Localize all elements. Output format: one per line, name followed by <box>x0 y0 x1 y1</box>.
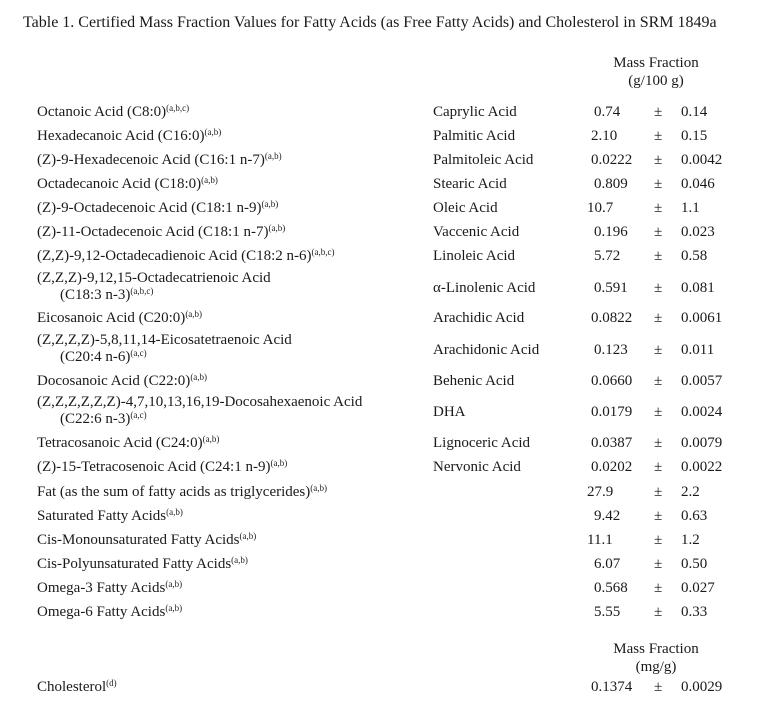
plus-minus-sign: ± <box>654 200 663 216</box>
footnote-ref: (a,b) <box>165 603 183 613</box>
compound-name-continuation: (C22:6 n-3)$^{(a,c)}$ <box>60 410 147 427</box>
mass-fraction-value: 5.55 <box>594 604 621 620</box>
uncertainty-value: 0.027 <box>681 580 715 596</box>
footnote-ref: (a,b) <box>165 579 183 589</box>
footnote-ref: (a,b) <box>185 309 203 319</box>
mass-fraction-value: 0.809 <box>594 176 628 192</box>
plus-minus-sign: ± <box>654 342 663 358</box>
mass-fraction-value: 0.0222 <box>591 152 633 168</box>
plus-minus-sign: ± <box>654 104 663 120</box>
mass-fraction-value: 0.1374 <box>591 679 633 695</box>
mass-fraction-value: 0.74 <box>594 104 621 120</box>
mass-fraction-value: 0.123 <box>594 342 628 358</box>
uncertainty-value: 0.50 <box>681 556 708 572</box>
footnote-ref: (a,b) <box>204 127 222 137</box>
compound-name: (Z)-15-Tetracosenoic Acid (C24:1 n-9)$^{(a,b)}$ <box>37 458 288 475</box>
footnote-ref: (a,b) <box>264 151 282 161</box>
footnote-ref: (a,b) <box>166 507 183 517</box>
header-label: Mass Fraction <box>613 55 699 71</box>
table-caption: Table 1. Certified Mass Fraction Values for Fatty Acids (as Free Fatty Acids) and Cholesterol in SRM 1849a <box>23 14 717 31</box>
footnote-ref: (a,b,c) <box>311 247 335 257</box>
common-name: Palmitoleic Acid <box>433 152 534 168</box>
common-name: Lignoceric Acid <box>433 435 531 451</box>
header-label: Mass Fraction <box>613 641 699 657</box>
mass-fraction-value: 9.42 <box>594 508 621 524</box>
plus-minus-sign: ± <box>654 248 663 264</box>
uncertainty-value: 0.0061 <box>681 310 723 326</box>
compound-name: Tetracosanoic Acid (C24:0)$^{(a,b)}$ <box>37 434 220 451</box>
compound-name: Cis-Monounsaturated Fatty Acids$^{(a,b)}$ <box>37 531 257 548</box>
uncertainty-value: 0.14 <box>681 104 708 120</box>
mass-fraction-header-g100g <box>596 54 716 90</box>
footnote-ref: (a,b) <box>202 434 220 444</box>
common-name: Stearic Acid <box>433 176 507 192</box>
compound-name: (Z,Z,Z,Z)-5,8,11,14-Eicosatetraenoic Acid (C20:4 n-6)$^{(a,c)}$ <box>37 332 292 365</box>
uncertainty-value: 0.0042 <box>681 152 723 168</box>
common-name: Linoleic Acid <box>433 248 516 264</box>
footnote-ref: (a,b,c) <box>166 103 190 113</box>
uncertainty-value: 0.011 <box>681 342 715 358</box>
footnote-ref: (a,b) <box>310 483 328 493</box>
plus-minus-sign: ± <box>654 373 663 389</box>
compound-name-continuation: (C18:3 n-3)$^{(a,b,c)}$ <box>60 286 154 303</box>
mass-fraction-value: 0.568 <box>594 580 628 596</box>
uncertainty-value: 0.0022 <box>681 459 723 475</box>
mass-fraction-value: 0.0387 <box>591 435 633 451</box>
common-name: Nervonic Acid <box>433 459 521 475</box>
plus-minus-sign: ± <box>654 176 663 192</box>
footnote-ref: (a,b) <box>270 458 288 468</box>
common-name: Arachidonic Acid <box>433 342 540 358</box>
footnote-ref: (a,b) <box>231 555 248 565</box>
compound-name: Cis-Polyunsaturated Fatty Acids$^{(a,b)}$ <box>37 555 248 572</box>
compound-name: (Z)-11-Octadecenoic Acid (C18:1 n-7)$^{(a,b)}$ <box>37 223 286 240</box>
footnote-ref: (a,b) <box>268 223 286 233</box>
common-name: α-Linolenic Acid <box>433 280 536 296</box>
compound-name: (Z)-9-Octadecenoic Acid (C18:1 n-9)$^{(a,b)}$ <box>37 199 279 216</box>
plus-minus-sign: ± <box>654 532 663 548</box>
mass-fraction-value: 0.0202 <box>591 459 633 475</box>
common-name: Arachidic Acid <box>433 310 525 326</box>
compound-name-continuation: (C20:4 n-6)$^{(a,c)}$ <box>60 348 147 365</box>
uncertainty-value: 1.1 <box>681 200 700 216</box>
uncertainty-value: 0.63 <box>681 508 708 524</box>
compound-name: Omega-6 Fatty Acids$^{(a,b)}$ <box>37 603 183 620</box>
uncertainty-value: 0.023 <box>681 224 715 240</box>
common-name: Oleic Acid <box>433 200 498 216</box>
uncertainty-value: 0.046 <box>681 176 715 192</box>
plus-minus-sign: ± <box>654 484 663 500</box>
footnote-ref: (a,b) <box>190 372 208 382</box>
compound-name: Cholesterol$^{(d)}$ <box>37 678 117 695</box>
uncertainty-value: 0.0029 <box>681 679 723 695</box>
mass-fraction-value: 27.9 <box>587 484 614 500</box>
uncertainty-value: 0.33 <box>681 604 708 620</box>
common-name: Vaccenic Acid <box>433 224 520 240</box>
header-unit: (mg/g) <box>635 659 677 675</box>
footnote-ref: (a,c) <box>130 348 147 358</box>
compound-name: (Z)-9-Hexadecenoic Acid (C16:1 n-7)$^{(a,b)}$ <box>37 151 282 168</box>
uncertainty-value: 0.0024 <box>681 404 723 420</box>
mass-fraction-value: 5.72 <box>594 248 621 264</box>
footnote-ref: (a,b,c) <box>130 286 154 296</box>
plus-minus-sign: ± <box>654 604 663 620</box>
mass-fraction-header-mgg <box>596 640 716 676</box>
mass-fraction-value: 0.591 <box>594 280 628 296</box>
common-name: Behenic Acid <box>433 373 515 389</box>
mass-fraction-value: 10.7 <box>587 200 614 216</box>
compound-name: Fat (as the sum of fatty acids as triglycerides)$^{(a,b)}$ <box>37 483 328 500</box>
common-name: DHA <box>433 404 466 420</box>
compound-name: (Z,Z,Z,Z,Z,Z)-4,7,10,13,16,19-Docosahexaenoic Acid (C22:6 n-3)$^{(a,c)}$ <box>37 394 363 427</box>
uncertainty-value: 0.0079 <box>681 435 723 451</box>
compound-name: Docosanoic Acid (C22:0)$^{(a,b)}$ <box>37 372 208 389</box>
plus-minus-sign: ± <box>654 508 663 524</box>
plus-minus-sign: ± <box>654 459 663 475</box>
uncertainty-value: 2.2 <box>681 484 700 500</box>
compound-name: Octanoic Acid (C8:0)$^{(a,b,c)}$ <box>37 103 190 120</box>
uncertainty-value: 0.081 <box>681 280 715 296</box>
common-name: Caprylic Acid <box>433 104 517 120</box>
compound-name: Eicosanoic Acid (C20:0)$^{(a,b)}$ <box>37 309 203 326</box>
uncertainty-value: 1.2 <box>681 532 700 548</box>
compound-name: Octadecanoic Acid (C18:0)$^{(a,b)}$ <box>37 175 218 192</box>
plus-minus-sign: ± <box>654 152 663 168</box>
compound-name: Omega-3 Fatty Acids$^{(a,b)}$ <box>37 579 183 596</box>
plus-minus-sign: ± <box>654 679 663 695</box>
uncertainty-value: 0.0057 <box>681 373 723 389</box>
header-unit: (g/100 g) <box>628 73 684 89</box>
plus-minus-sign: ± <box>654 280 663 296</box>
mass-fraction-value: 0.0179 <box>591 404 633 420</box>
mass-fraction-value: 11.1 <box>587 532 613 548</box>
compound-name: Saturated Fatty Acids$^{(a,b)}$ <box>37 507 183 524</box>
plus-minus-sign: ± <box>654 580 663 596</box>
mass-fraction-value: 6.07 <box>594 556 621 572</box>
mass-fraction-value: 2.10 <box>591 128 618 144</box>
plus-minus-sign: ± <box>654 435 663 451</box>
footnote-ref: (d) <box>106 678 117 688</box>
plus-minus-sign: ± <box>654 310 663 326</box>
mass-fraction-value: 0.0660 <box>591 373 633 389</box>
mass-fraction-value: 0.0822 <box>591 310 633 326</box>
footnote-ref: (a,b) <box>239 531 257 541</box>
uncertainty-value: 0.15 <box>681 128 708 144</box>
footnote-ref: (a,b) <box>201 175 218 185</box>
plus-minus-sign: ± <box>654 224 663 240</box>
plus-minus-sign: ± <box>654 128 663 144</box>
footnote-ref: (a,b) <box>261 199 279 209</box>
plus-minus-sign: ± <box>654 556 663 572</box>
compound-name: (Z,Z,Z)-9,12,15-Octadecatrienoic Acid (C18:3 n-3)$^{(a,b,c)}$ <box>37 270 271 303</box>
uncertainty-value: 0.58 <box>681 248 708 264</box>
mass-fraction-value: 0.196 <box>594 224 628 240</box>
compound-name: (Z,Z)-9,12-Octadecadienoic Acid (C18:2 n-6)$^{(a,b,c)}$ <box>37 247 335 264</box>
compound-name: Hexadecanoic Acid (C16:0)$^{(a,b)}$ <box>37 127 222 144</box>
plus-minus-sign: ± <box>654 404 663 420</box>
common-name: Palmitic Acid <box>433 128 516 144</box>
footnote-ref: (a,c) <box>130 410 147 420</box>
